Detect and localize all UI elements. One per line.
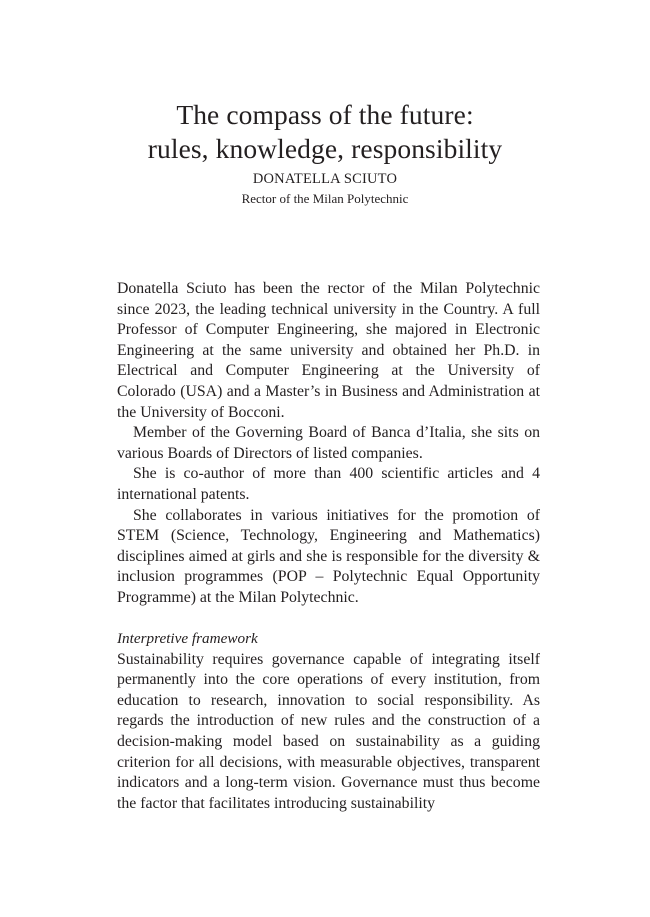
chapter-title-line-2: rules, knowledge, responsibility	[147, 133, 503, 164]
author-role: Rector of the Milan Polytechnic	[241, 191, 409, 206]
section-spacer	[117, 609, 540, 630]
bio-paragraph-3: She is co-author of more than 400 scientific articles and 4 international patents.	[117, 465, 540, 503]
body-text	[117, 279, 540, 814]
section-heading: Interpretive framework	[117, 630, 258, 648]
chapter-title-line-1: The compass of the future:	[176, 99, 474, 130]
bio-paragraph-4: She collaborates in various initiatives for the promotion of STEM (Science, Technology, Engineering and Mathematics) disciplines aimed at girls and she is responsible for the diversity & inclusion programmes (POP – Polytechnic Equal Opportunity Programme) at the Milan Polytechnic.	[117, 506, 540, 606]
bio-paragraph-1: Donatella Sciuto has been the rector of the Milan Polytechnic since 2023, the leading technical university in the Country. A full Professor of Computer Engineering, she majored in Electronic Engineering at the same university and obtained her Ph.D. in Electrical and Computer Engineering at the University of Colorado (USA) and a Master’s in Business and Administration at the University of Bocconi.	[117, 280, 540, 421]
chapter-header	[0, 98, 650, 209]
author-name: DONATELLA SCIUTO	[252, 171, 398, 187]
bio-paragraph-2: Member of the Governing Board of Banca d’Italia, she sits on various Boards of Directors of listed companies.	[117, 424, 540, 462]
section-paragraph-1: Sustainability requires governance capable of integrating itself permanently into the core operations of every institution, from education to research, innovation to social responsibility. As regards the introduction of new rules and the construction of a decision-making model based on sustainability as a guiding criterion for all decisions, with measurable objectives, transparent indicators and a long-term vision. Governance must thus become the factor that facilitates introducing sustainability	[117, 650, 540, 812]
